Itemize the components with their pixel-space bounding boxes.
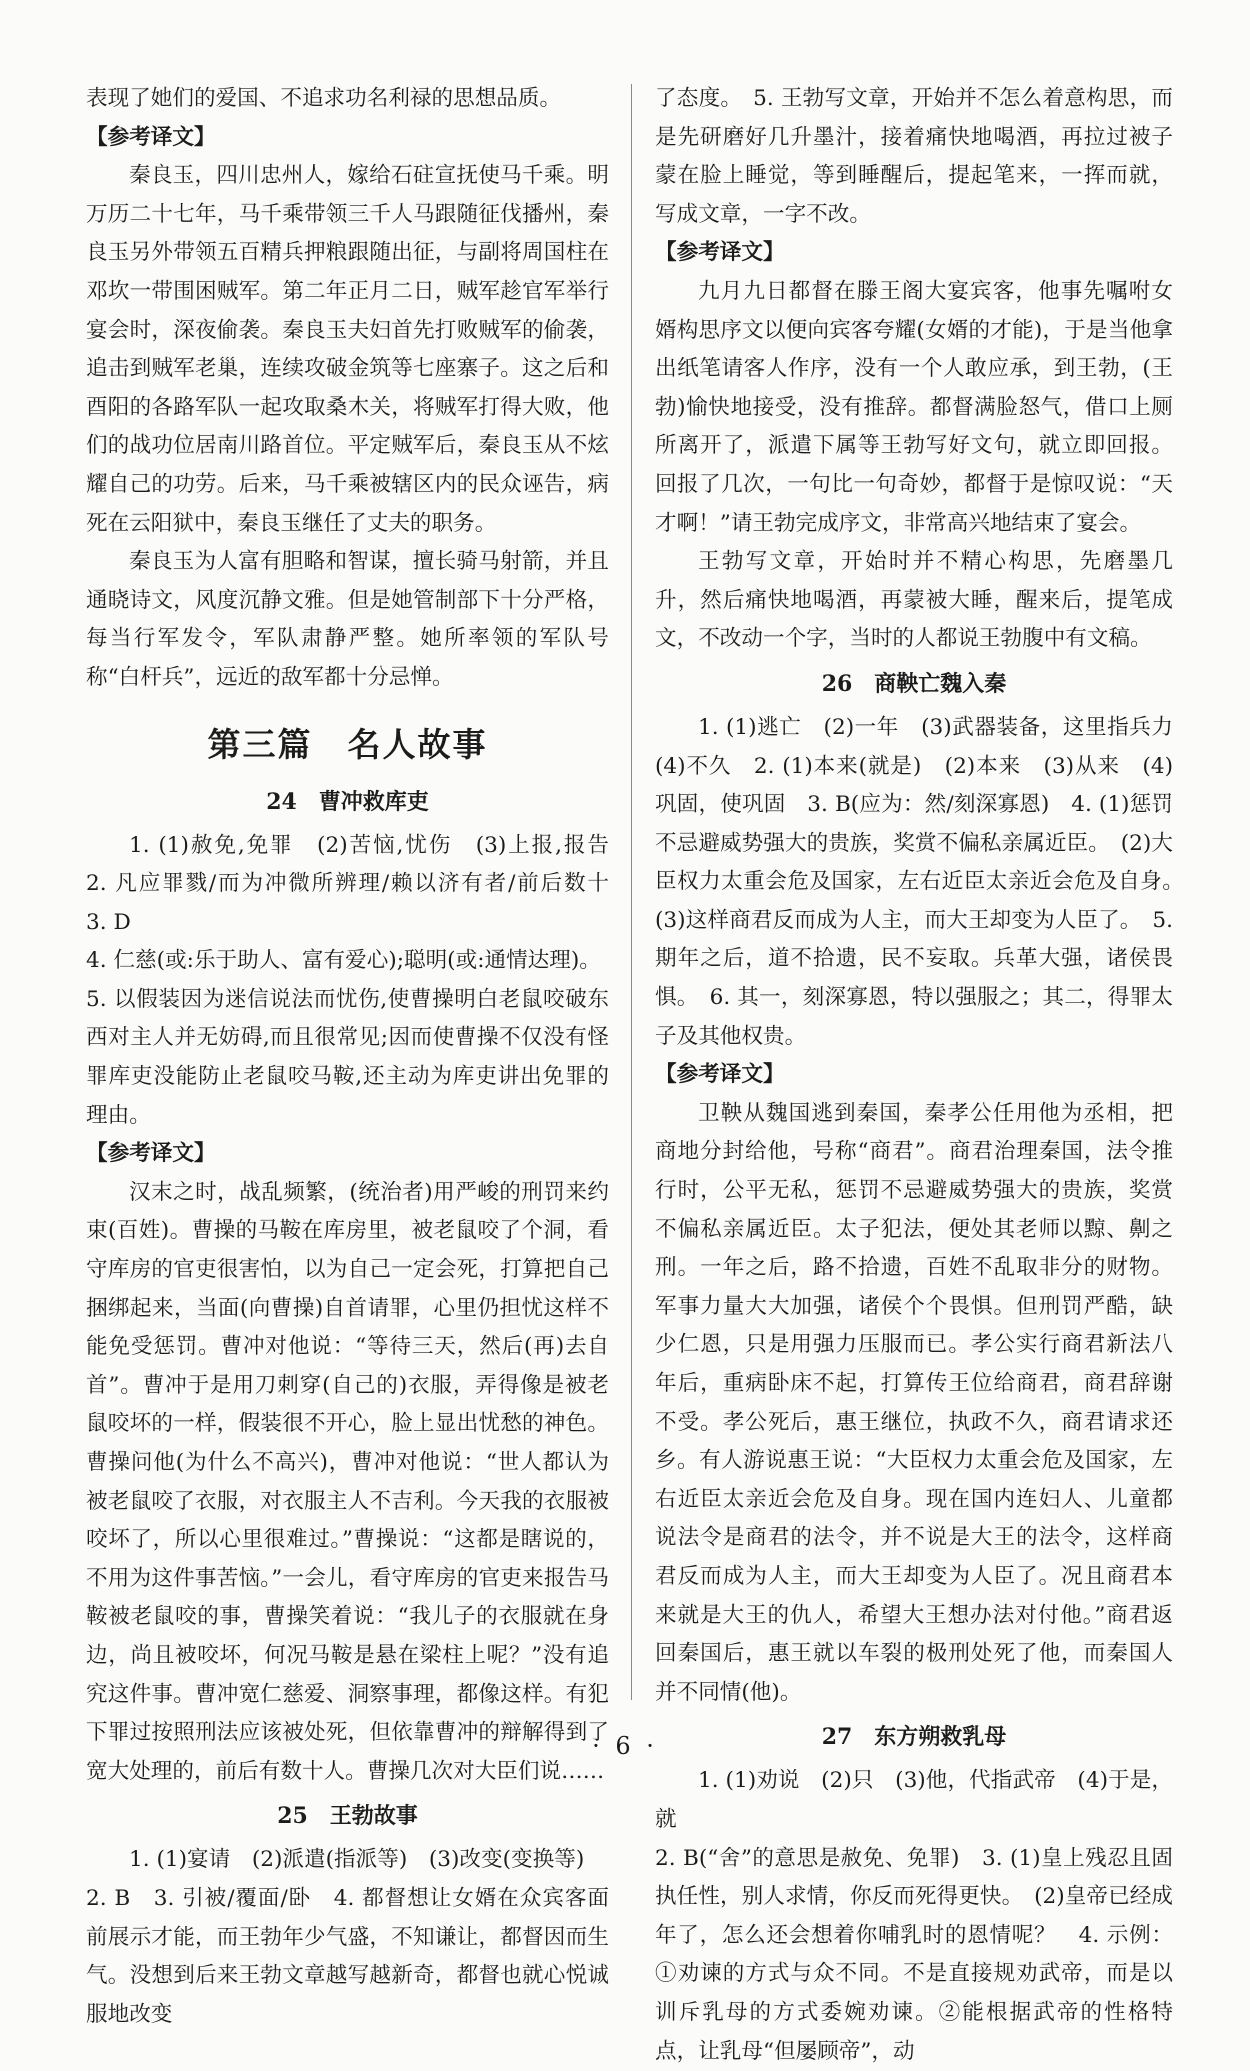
page-number: · 6 · (592, 1732, 658, 1760)
section-25-answers-1: 1. (1)宴请 (2)派遣(指派等) (3)改变(变换等) (129, 1847, 585, 1873)
section-24-answers-3: 5. 以假装因为迷信说法而忧伤,使曹操明白老鼠咬破东西对主人并无妨碍,而且很常见;因而使曹操不仅没有怪罪库吏没能防止老鼠咬马鞍,还主动为库吏讲出免罪的理由。 (86, 986, 609, 1128)
section-25-title: 25 王勃故事 (277, 1803, 418, 1830)
section-25-answers-2: 2. B 3. 引被/覆面/卧 4. 都督想让女婿在众宾客面前展示才能，而王勃年少气盛，不知谦让，都督因而生气。没想到后来王勃文章越写越新奇，都督也就心悦诚服地改变 (86, 1885, 609, 2027)
section-27-title: 27 东方朔救乳母 (821, 1724, 1007, 1751)
section-27-answers-2: 2. B(“舍”的意思是赦免、免罪) 3. (1)皇上残忍且固执任性，别人求情，你反而死得更快。 (2)皇帝已经成年了，怎么还会想着你哺乳时的恩情呢？ 4. 示例：①劝谏的方式与众不同。不是直接规劝武帝，而是以训斥乳母的方式委婉劝谏。②能根据武帝的性格特点，让乳母“但屡顾帝”，动 (655, 1845, 1173, 2064)
section-24-title: 24 曹冲救库吏 (266, 788, 429, 815)
qin-translation-paragraph-1: 秦良玉，四川忠州人，嫁给石砫宣抚使马千乘。明万历二十七年，马千乘带领三千人马跟随征伐播州，秦良玉另外带领五百精兵押粮跟随出征，与副将周国柱在邓坎一带围困贼军。第二年正月二日，贼军趁官军举行宴会时，深夜偷袭。秦良玉夫妇首先打败贼军的偷袭，追击到贼军老巢，连续攻破金筑等七座寨子。这之后和酉阳的各路军队一起攻取桑木关，将贼军打得大败，他们的战功位居南川路首位。平定贼军后，秦良玉从不炫耀自己的功劳。后来，马千乘被辖区内的民众诬告，病死在云阳狱中，秦良玉继任了丈夫的职务。 (86, 163, 609, 536)
section-26-title: 26 商鞅亡魏入秦 (821, 670, 1007, 697)
section-24-answers-1: 1. (1)赦免,免罪 (2)苦恼,忧伤 (3)上报,报告 2. 凡应罪戮/而为冲微所辨理/赖以济有者/前后数十 3. D (86, 832, 631, 935)
column-divider (631, 84, 632, 1700)
reference-translation-heading: 【参考译文】 (655, 240, 785, 266)
right-column (655, 80, 1195, 2071)
section-25-translation-1: 九月九日都督在滕王阁大宴宾客，他事先嘱咐女婿构思序文以便向宾客夸耀(女婿的才能)，于是当他拿出纸笔请客人作序，没有一个人敢应承，到王勃，(王勃)愉快地接受，没有推辞。都督满脸怒气，借口上厕所离开了，派遣下属等王勃写好文句，就立即回报。回报了几次，一句比一句奇妙，都督于是惊叹说：“天才啊！”请王勃完成序文，非常高兴地结束了宴会。 (655, 278, 1173, 536)
section-25-translation-2: 王勃写文章，开始时并不精心构思，先磨墨几升，然后痛快地喝酒，再蒙被大睡，醒来后，提笔成文，不改动一个字，当时的人都说王勃腹中有文稿。 (655, 549, 1173, 652)
section-26-answers: 1. (1)逃亡 (2)一年 (3)武器装备，这里指兵力 (4)不久 2. (1)本来(就是) (2)本来 (3)从来 (4)巩固，使巩固 3. B(应为：然/刻深寡恩) 4. (1)惩罚不忌避威势强大的贵族，奖赏不偏私亲属近臣。 (2)大臣权力太重会危及国家，左右近臣太亲近会危及自身。 (3)这样商君反而成为人主，而大王却变为人臣了。 5. 期年之后，道不拾遗，民不妄取。兵革大强，诸侯畏惧。 6. 其一，刻深寡恩，特以强服之；其二，得罪太子及其他权贵。 (655, 714, 1195, 1049)
section-25-answers-continued: 了态度。 5. 王勃写文章，开始并不怎么着意构思，而是先研磨好几升墨汁，接着痛快地喝酒，再拉过被子蒙在脸上睡觉，等到睡醒后，提起笔来，一挥而就，写成文章，一字不改。 (655, 86, 1173, 227)
reference-translation-heading: 【参考译文】 (655, 1062, 785, 1088)
part-title: 第三篇 名人故事 (207, 724, 488, 764)
reference-translation-heading: 【参考译文】 (86, 1141, 216, 1167)
section-24-answers-2: 4. 仁慈(或:乐于助人、富有爱心);聪明(或:通情达理)。 (86, 948, 601, 974)
section-27-answers-1: 1. (1)劝说 (2)只 (3)他，代指武帝 (4)于是，就 (655, 1768, 1173, 1832)
qin-translation-paragraph-2: 秦良玉为人富有胆略和智谋，擅长骑马射箭，并且通晓诗文，风度沉静文雅。但是她管制部下十分严格，每当行军发令，军队肃静严整。她所率领的军队号称“白杆兵”，远近的敌军都十分忌惮。 (86, 549, 609, 690)
section-24-translation: 汉末之时，战乱频繁，(统治者)用严峻的刑罚来约束(百姓)。曹操的马鞍在库房里，被老鼠咬了个洞，看守库房的官吏很害怕，以为自己一定会死，打算把自己捆绑起来，当面(向曹操)自首请罪，心里仍担忧这样不能免受惩罚。曹冲对他说：“等待三天，然后(再)去自首”。曹冲于是用刀刺穿(自己的)衣服，弄得像是被老鼠咬坏的一样，假装很不开心，脸上显出忧愁的神色。曹操问他(为什么不高兴)，曹冲对他说：“世人都认为被老鼠咬了衣服，对衣服主人不吉利。今天我的衣服被咬坏了，所以心里很难过。”曹操说：“这都是瞎说的，不用为这件事苦恼。”一会儿，看守库房的官吏来报告马鞍被老鼠咬的事，曹操笑着说：“我儿子的衣服就在身边，尚且被咬坏，何况马鞍是悬在梁柱上呢？”没有追究这件事。曹冲宽仁慈爱、洞察事理，都像这样。有犯下罪过按照刑法应该被处死，但依靠曹冲的辩解得到了宽大处理的，前后有数十人。曹操几次对大臣们说…… (86, 1179, 609, 1784)
reference-translation-heading: 【参考译文】 (86, 124, 216, 150)
qin-intro-text: 表现了她们的爱国、不追求功名利禄的思想品质。 (86, 86, 562, 111)
section-26-translation: 卫鞅从魏国逃到秦国，秦孝公任用他为丞相，把商地分封给他，号称“商君”。商君治理秦国，法令推行时，公平无私，惩罚不忌避威势强大的贵族，奖赏不偏私亲属近臣。太子犯法，便处其老师以黥、劓之刑。一年之后，路不拾遗，百姓不乱取非分的财物。军事力量大大加强，诸侯个个畏惧。但刑罚严酷，缺少仁恩，只是用强力压服而已。孝公实行商君新法八年后，重病卧床不起，打算传王位给商君，商君辞谢不受。孝公死后，惠王继位，执政不久，商君请求还乡。有人游说惠王说：“大臣权力太重会危及国家，左右近臣太亲近会危及自身。现在国内连妇人、儿童都说法令是商君的法令，并不说是大王的法令，这样商君反而成为人主，而大王却变为人臣了。况且商君本来就是大王的仇人，希望大王想办法对付他。”商君返回秦国后，惠王就以车裂的极刑处死了他，而秦国人并不同情(他)。 (655, 1100, 1173, 1705)
